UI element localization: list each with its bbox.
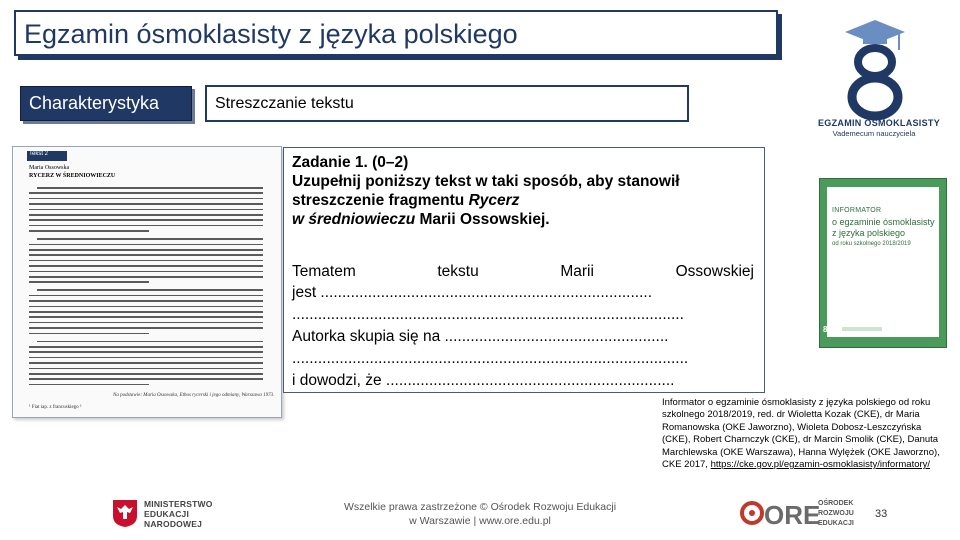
ore-logo-icon — [740, 497, 821, 530]
section-label-box — [20, 86, 192, 121]
task-answer-line-6: i dowodzi, że ................................................................... — [292, 372, 675, 389]
ore-line-3: EDUKACJI — [818, 520, 854, 527]
document-text-line — [29, 209, 263, 211]
document-text-line — [29, 198, 263, 200]
ministry-name — [144, 499, 213, 529]
cover-line-4: od roku szkolnego 2018/2019 — [832, 241, 911, 247]
task-word: tekstu — [437, 263, 479, 280]
copyright-line-2: w Warszawie | www.ore.edu.pl — [409, 515, 551, 527]
eagle-emblem-icon — [110, 498, 140, 528]
title-box — [14, 10, 778, 56]
document-text-line — [29, 276, 263, 278]
task-answer-line-5: ............................................................................................ — [292, 350, 689, 367]
copyright-line-1: Wszelkie prawa zastrzeżone © Ośrodek Rozwoju Edukacji — [343, 501, 617, 513]
document-footnote: ¹ Fiat iap. z francuskiego ² — [29, 405, 82, 410]
document-text-line — [29, 219, 263, 221]
ministry-line-1: MINISTERSTWO — [144, 499, 213, 509]
document-text-line — [29, 327, 263, 329]
page-title: Egzamin ósmoklasisty z języka polskiego — [24, 19, 518, 49]
document-text-line — [29, 373, 263, 375]
document-text-line — [29, 281, 149, 283]
document-text-line — [29, 316, 263, 318]
task-instruction-3 — [292, 210, 680, 229]
document-text-line — [29, 192, 263, 194]
document-text-line — [29, 322, 263, 324]
document-text-line — [37, 187, 263, 189]
document-author: Maria Ossowska — [29, 165, 70, 171]
document-text-line — [29, 203, 263, 205]
document-text-line — [29, 300, 263, 302]
document-text-line — [29, 230, 149, 232]
page-number: 33 — [875, 508, 888, 520]
task-answer-line-3: ........................................................................................... — [292, 306, 684, 323]
document-text-line — [29, 225, 263, 227]
copyright — [310, 500, 650, 528]
document-text-line — [29, 249, 263, 251]
document-text-line — [29, 244, 263, 246]
task-answer-line-1 — [292, 262, 754, 281]
task-word: Ossowskiej — [675, 263, 754, 280]
task-answer-line-4: Autorka skupia się na .................................................... — [292, 328, 669, 345]
ministry-line-2: EDUKACJI — [144, 509, 190, 519]
document-text-line — [29, 384, 149, 386]
document-text-line — [29, 368, 263, 370]
topic-label: Streszczanie tekstu — [215, 95, 354, 112]
task-instruction-2 — [292, 191, 680, 210]
source-text: Informator o egzaminie ósmoklasisty z języka polskiego od roku szkolnego 2018/2019, red. dr Wioletta Kozak (CKE), dr Maria Romanowska (OKE Jaworzno), Wioleta Dobosz-Leszczyńska (CKE), Robert Charnczyk (CKE), dr Marcin Smolik (CKE), Danuta Marchlewska (OKE Warszawa), Hanna Wylężek (OKE Jaworzno), CKE 2017, — [662, 397, 940, 471]
logo-subcaption: Vademecum nauczyciela — [832, 129, 916, 138]
document-text-line — [29, 311, 263, 313]
section-label: Charakterystyka — [29, 93, 160, 113]
document-text-line — [37, 238, 263, 240]
cover-footer-mark — [842, 327, 882, 331]
ore-logo-text: ORE — [764, 500, 821, 530]
informator-cover — [819, 178, 947, 348]
document-source: Na podstawie: Maria Ossowska, Ethos rycerski i jego odmiany, Warszawa 1973. — [113, 393, 275, 398]
document-text-line — [29, 254, 263, 256]
document-text-line — [29, 260, 263, 262]
document-text-line — [29, 362, 263, 364]
document-text-line — [29, 378, 263, 380]
task-answer-line-2: jest ............................................................................. — [292, 284, 653, 301]
document-text-line — [29, 357, 263, 359]
topic-box — [205, 85, 689, 122]
document-work-title: RYCERZ W ŚREDNIOWIECZU — [29, 173, 116, 179]
document-text-line — [37, 341, 263, 343]
document-text-line — [29, 333, 149, 335]
ore-line-2: ROZWOJU — [818, 510, 854, 517]
cover-panel — [827, 187, 939, 337]
document-text-line — [29, 306, 263, 308]
task-instruction-3-rest: Marii Ossowskiej. — [415, 211, 550, 228]
cover-line-2: o egzaminie ósmoklasisty — [832, 217, 935, 227]
document-text-line — [29, 295, 263, 297]
task-instruction-2-text: streszczenie fragmentu — [292, 192, 469, 209]
document-head: Tekst 2 — [29, 151, 49, 157]
document-text-line — [29, 351, 263, 353]
task-word: Marii — [560, 263, 594, 280]
cover-line-3: z języka polskiego — [832, 228, 906, 238]
task-word: Tematem — [292, 263, 356, 280]
task-instruction-3-italic: w średniowieczu — [292, 211, 416, 228]
document-text-line — [29, 346, 263, 348]
task-box — [283, 147, 765, 393]
document-text-line — [29, 214, 263, 216]
document-text-line — [37, 289, 263, 291]
document-text-line — [29, 271, 263, 273]
ore-line-1: OŚRODEK — [818, 500, 854, 507]
cover-line-1: INFORMATOR — [832, 207, 882, 214]
logo-caption: EGZAMIN ÓSMOKLASISTY — [818, 118, 941, 128]
task-number: Zadanie 1. (0–2) — [292, 154, 409, 171]
source-link[interactable]: https://cke.gov.pl/egzamin-osmoklasisty/informatory/ — [710, 459, 931, 471]
document-thumbnail — [12, 146, 282, 418]
cover-badge: 8 — [823, 325, 828, 334]
source-note — [662, 397, 952, 471]
task-heading — [292, 153, 680, 229]
task-instruction-italic: Rycerz — [468, 192, 520, 209]
task-instruction-1: Uzupełnij poniższy tekst w taki sposób, aby stanowił — [292, 173, 680, 190]
document-text-line — [29, 265, 263, 267]
ore-name — [818, 499, 854, 529]
ministry-line-3: NARODOWEJ — [144, 519, 202, 529]
